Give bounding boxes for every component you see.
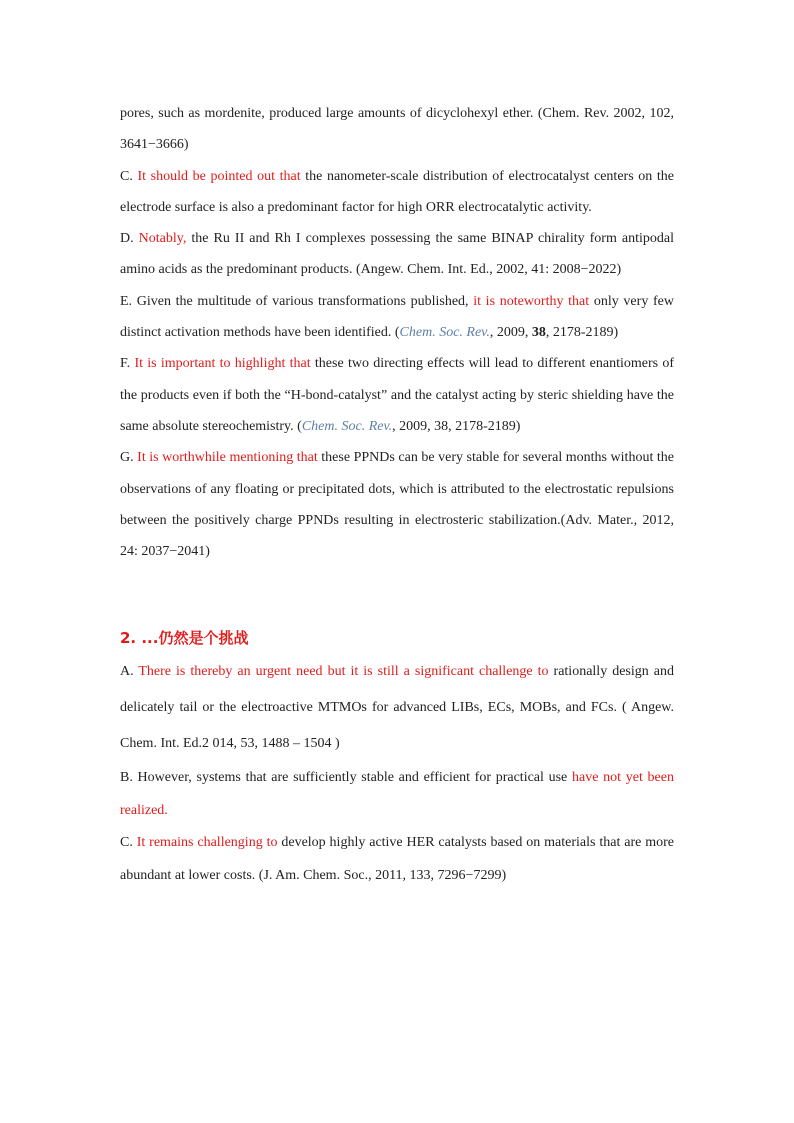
citation-year: , 2009, [489,325,532,341]
item-letter: B. However, systems that are sufficiently stable and efficient for practical use [120,770,572,786]
highlight-phrase: it is noteworthy that [473,293,590,309]
paragraph-c [120,161,674,224]
item-letter: G. [120,450,138,466]
highlight-phrase: There is thereby an urgent need but it is still a significant challenge to [138,664,549,680]
paragraph-c2 [120,827,674,892]
item-body: develop highly active HER catalysts based on materials that are more abundant at lower costs. (J. Am. Chem. Soc., 2011, 133, 7296−7299) [120,835,674,883]
item-body: the Ru II and Rh I complexes possessing the same BINAP chirality form antipodal amino acids as the predominant products. (Angew. Chem. Int. Ed., 2002, 41: 2008−2022) [120,231,674,278]
item-letter: D. [120,231,139,247]
section-heading: 2. ...仍然是个挑战 [120,629,249,648]
item-letter: F. [120,356,135,372]
paragraph-e [120,286,674,349]
section-challenge [120,623,674,892]
intro-text: pores, such as mordenite, produced large amounts of dicyclohexyl ether. (Chem. Rev. 2002, 102, 3641−3666) [120,106,674,153]
item-letter: E. Given the multitude of various transformations published, [120,293,474,309]
item-body: only very few distinct activation methods have been identified. ( [120,293,674,341]
item-body: the nanometer-scale distribution of electrocatalyst centers on the electrode surface is also a predominant factor for high ORR electrocatalytic activity. [120,168,675,215]
item-letter: C. [120,168,138,184]
paragraph-b [120,762,674,827]
item-letter: C. [120,835,137,851]
paragraph-d [120,223,674,286]
item-body: these PPNDs can be very stable for several months without the observations of any floating or precipitated dots, which is attributed to the electrostatic repulsions between the positively charge PPNDs resulting in electrosteric stabilization.(Adv. Mater., 2012, 24: 2037−2041) [120,450,674,560]
journal-name: Chem. Soc. Rev. [399,325,490,341]
highlight-phrase: Notably, [138,231,187,247]
item-body: rationally design and delicately tail or the electroactive MTMOs for advanced LIBs, ECs, MOBs, and FCs. ( Angew. Chem. Int. Ed.2 014, 53, 1488 – 1504 ) [120,664,674,752]
citation-pages: , 2178-2189) [545,325,619,341]
highlight-phrase: It is worthwhile mentioning that [137,450,318,466]
paragraph-f [120,348,674,442]
paragraph-a [120,654,674,762]
citation-volume: 38 [531,325,546,341]
document-page [120,98,674,892]
item-body: these two directing effects will lead to different enantiomers of the products even if both the “H-bond-catalyst” and the catalyst acting by steric shielding have the same absolute stereochemistry. ( [120,356,675,434]
highlight-phrase: It is important to highlight that [134,356,311,372]
highlight-phrase: have not yet been realized. [120,770,674,818]
paragraph-g [120,442,674,567]
highlight-phrase: It should be pointed out that [137,168,301,184]
citation-tail: , 2009, 38, 2178-2189) [392,418,521,434]
item-letter: A. [120,664,139,680]
highlight-phrase: It remains challenging to [136,835,278,851]
journal-name: Chem. Soc. Rev. [301,418,393,434]
paragraph-intro [120,98,674,161]
